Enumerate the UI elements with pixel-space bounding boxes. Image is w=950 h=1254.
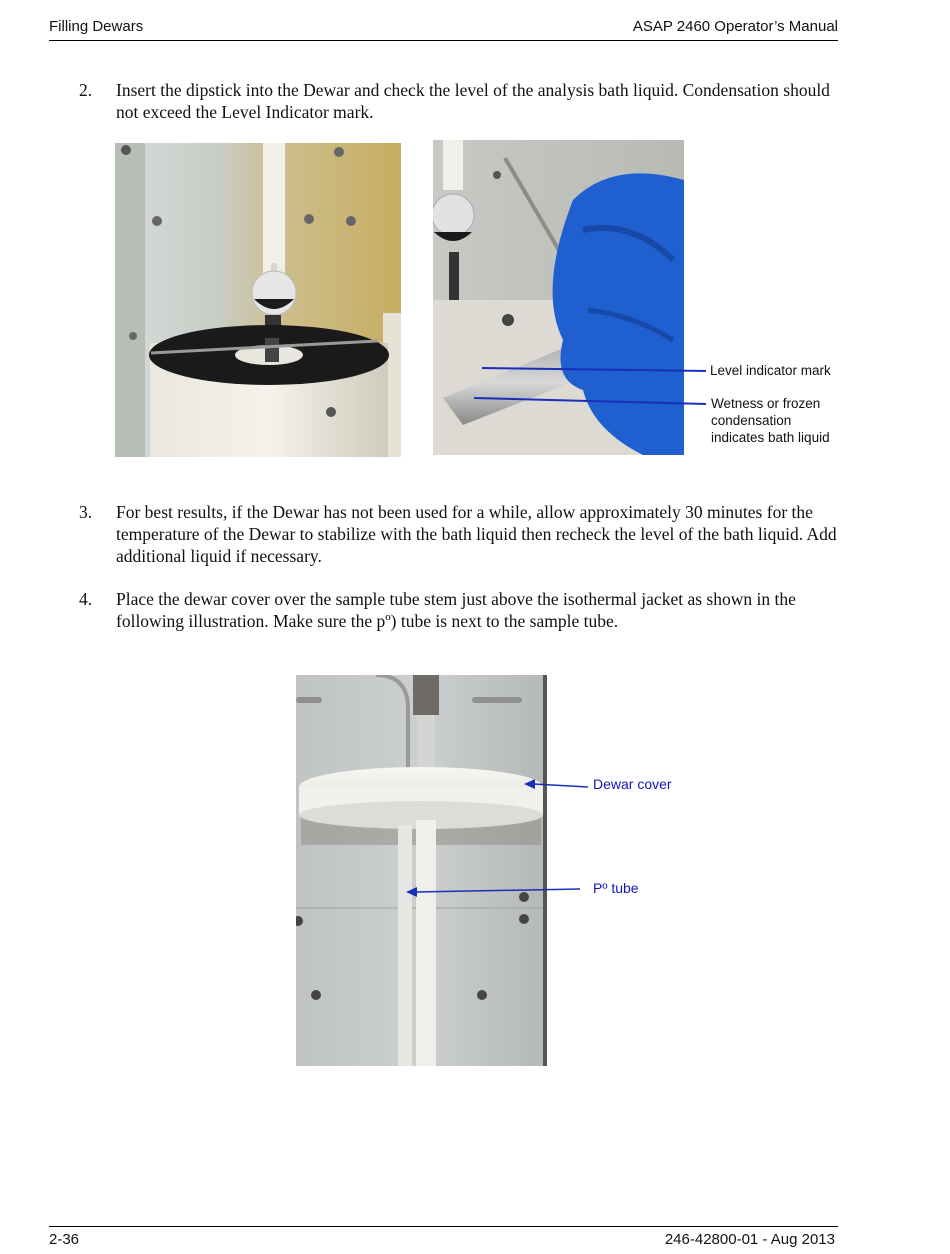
step-text: Place the dewar cover over the sample tube stem just above the isothermal jacket as shown in the following illustration. Make sure the pº) tube is next to the sample tube. (116, 589, 796, 631)
footer-doc-id: 246-42800-01 - Aug 2013 (664, 1231, 835, 1248)
callout-level-indicator: Level indicator mark (710, 363, 831, 378)
step-number: 2. (79, 80, 93, 100)
callout-po-tube: Pº tube (593, 880, 639, 896)
footer-rule (49, 1226, 838, 1227)
figure2-callout-lines (400, 775, 595, 900)
header-section-title: Filling Dewars (49, 18, 144, 35)
callout-wetness: Wetness or frozen condensation indicates bath liquid (711, 396, 830, 445)
step-number: 4. (79, 589, 93, 609)
step-number: 3. (79, 502, 93, 522)
figure1-callout-lines (470, 360, 710, 410)
dewar-dipstick-photo-left (115, 143, 401, 457)
callout-dewar-cover: Dewar cover (593, 776, 672, 792)
header-rule (49, 40, 838, 41)
footer-page-number: 2-36 (49, 1231, 80, 1248)
header-manual-title: ASAP 2460 Operator’s Manual (632, 18, 838, 35)
step-text: Insert the dipstick into the Dewar and check the level of the analysis bath liquid. Condensation should not exceed the Level Indicator mark. (116, 80, 830, 122)
step-text: For best results, if the Dewar has not been used for a while, allow approximately 30 minutes for the temperature of the Dewar to stabilize with the bath liquid then recheck the level of the bath liquid. Add additional liquid if necessary. (116, 502, 837, 566)
